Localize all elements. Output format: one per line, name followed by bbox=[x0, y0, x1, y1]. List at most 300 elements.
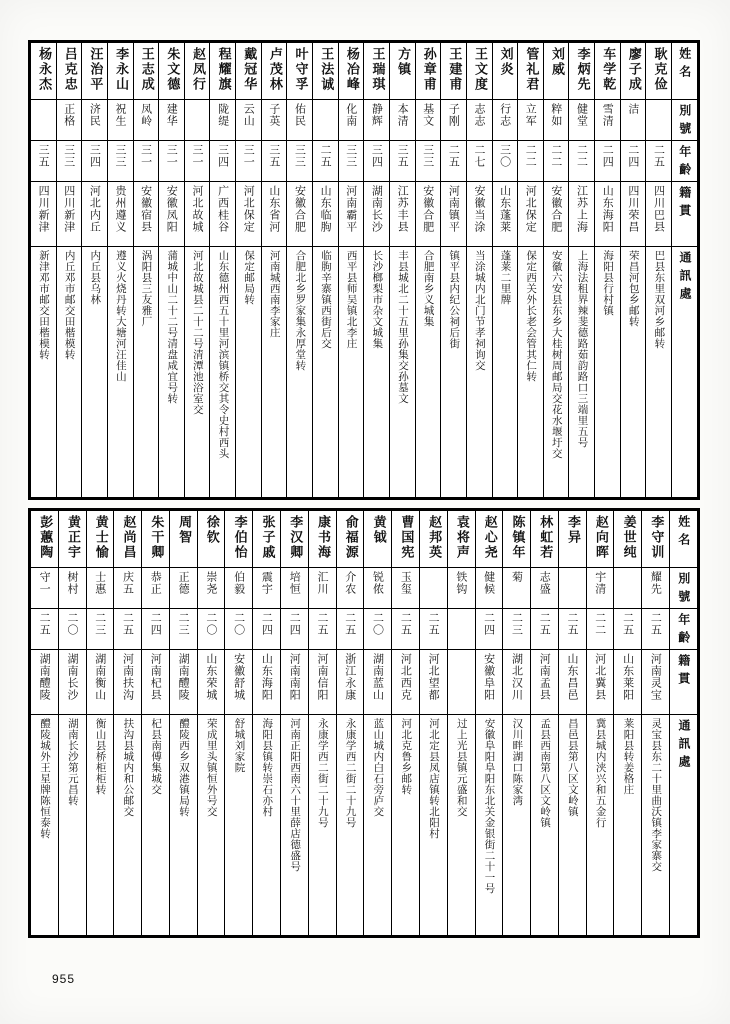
cell-content bbox=[448, 609, 475, 649]
cell-alias bbox=[389, 100, 415, 141]
cell-age bbox=[447, 609, 475, 650]
cell-address bbox=[503, 715, 531, 936]
cell-alias bbox=[142, 568, 170, 609]
cell-content bbox=[31, 43, 56, 99]
cell-content bbox=[31, 609, 58, 649]
cell-content bbox=[87, 568, 114, 608]
vertical-text: 二四 bbox=[601, 144, 615, 168]
cell-address bbox=[31, 247, 57, 498]
cell-name bbox=[313, 43, 339, 100]
cell-name bbox=[169, 511, 197, 568]
cell-content bbox=[87, 511, 114, 567]
vertical-text: 安徽宿县 bbox=[139, 185, 153, 233]
vertical-text: 新津邓市邮交田楷模转 bbox=[37, 250, 50, 360]
cell-content bbox=[339, 141, 364, 181]
vertical-text: 玉玺 bbox=[399, 571, 413, 595]
cell-content bbox=[518, 100, 543, 140]
cell-name bbox=[447, 511, 475, 568]
cell-address bbox=[197, 715, 225, 936]
cell-content bbox=[262, 100, 287, 140]
cell-content bbox=[185, 43, 210, 99]
cell-address bbox=[492, 247, 518, 498]
cell-address bbox=[210, 247, 236, 498]
vertical-text: 河南南阳 bbox=[288, 653, 302, 701]
cell-content bbox=[467, 182, 492, 246]
header-content bbox=[672, 100, 697, 140]
cell-content bbox=[448, 650, 475, 714]
vertical-text: 河北定县凤店镇转北阳村 bbox=[427, 718, 440, 839]
vertical-text: 河南扶沟 bbox=[121, 653, 135, 701]
vertical-text: 孟县西南第八区文岭镇 bbox=[539, 718, 552, 828]
vertical-text: 河南杞县 bbox=[149, 653, 163, 701]
cell-age bbox=[159, 141, 185, 182]
cell-name bbox=[261, 43, 287, 100]
cell-content bbox=[364, 141, 389, 181]
cell-origin bbox=[56, 182, 82, 247]
vertical-text: 临朐辛寨镇西街后交 bbox=[320, 250, 333, 349]
cell-content bbox=[262, 141, 287, 181]
vertical-text: 河南孟县 bbox=[538, 653, 552, 701]
vertical-text: 俞福源 bbox=[342, 515, 358, 560]
cell-content bbox=[364, 182, 389, 246]
vertical-text: 过上光县镇元盛和交 bbox=[455, 718, 468, 817]
cell-content bbox=[503, 609, 530, 649]
vertical-text: 孙章甫 bbox=[420, 47, 436, 92]
cell-content bbox=[59, 609, 86, 649]
vertical-text: 河北内丘 bbox=[88, 185, 102, 233]
vertical-text: 三四 bbox=[370, 144, 384, 168]
cell-content bbox=[621, 247, 646, 497]
vertical-text: 二四 bbox=[288, 612, 302, 636]
cell-content bbox=[170, 715, 197, 935]
cell-alias bbox=[595, 100, 621, 141]
cell-content bbox=[287, 100, 312, 140]
cell-alias bbox=[308, 568, 336, 609]
vertical-text: 山东莱阳 bbox=[621, 653, 635, 701]
cell-content bbox=[59, 715, 86, 935]
vertical-text: 巴县东里双河乡邮转 bbox=[653, 250, 666, 349]
vertical-text: 李异 bbox=[565, 515, 581, 545]
cell-content bbox=[185, 247, 210, 497]
vertical-text: 三五 bbox=[267, 144, 281, 168]
vertical-text: 二三 bbox=[177, 612, 191, 636]
header-content bbox=[670, 511, 697, 567]
header-text: 籍貫 bbox=[676, 654, 691, 690]
cell-content bbox=[587, 511, 614, 567]
vertical-text: 二五 bbox=[621, 612, 635, 636]
vertical-text: 王文度 bbox=[472, 47, 488, 92]
cell-content bbox=[544, 247, 569, 497]
vertical-text: 伯毅 bbox=[232, 571, 246, 595]
cell-name bbox=[114, 511, 142, 568]
cell-name bbox=[133, 43, 159, 100]
cell-address bbox=[82, 247, 108, 498]
cell-content bbox=[441, 182, 466, 246]
vertical-text: 河南霸平 bbox=[344, 185, 358, 233]
vertical-text: 子英 bbox=[267, 103, 281, 127]
vertical-text: 耿克俭 bbox=[651, 47, 667, 92]
cell-content bbox=[108, 182, 133, 246]
cell-content bbox=[31, 568, 58, 608]
cell-content bbox=[544, 141, 569, 181]
cell-content bbox=[142, 609, 169, 649]
vertical-text: 铁钩 bbox=[454, 571, 468, 595]
roster-table-bottom bbox=[28, 508, 700, 938]
vertical-text: 涡阳县三友雅厂 bbox=[140, 250, 153, 327]
cell-content bbox=[448, 568, 475, 608]
cell-content bbox=[614, 609, 641, 649]
cell-name bbox=[415, 43, 441, 100]
cell-age bbox=[642, 609, 670, 650]
cell-content bbox=[621, 141, 646, 181]
vertical-text: 震宇 bbox=[260, 571, 274, 595]
cell-content bbox=[313, 247, 338, 497]
cell-content bbox=[503, 568, 530, 608]
cell-address bbox=[419, 715, 447, 936]
cell-origin bbox=[82, 182, 108, 247]
header-text: 姓名 bbox=[676, 515, 691, 551]
cell-name bbox=[466, 43, 492, 100]
cell-content bbox=[281, 609, 308, 649]
cell-origin bbox=[620, 182, 646, 247]
roster-row-name bbox=[31, 511, 698, 568]
vertical-text: 山东海阳 bbox=[260, 653, 274, 701]
header-text: 年齡 bbox=[677, 145, 692, 181]
cell-content bbox=[390, 100, 415, 140]
cell-content bbox=[210, 141, 235, 181]
vertical-text: 志志 bbox=[472, 103, 486, 127]
cell-content bbox=[544, 100, 569, 140]
vertical-text: 二〇 bbox=[65, 612, 79, 636]
cell-name bbox=[392, 511, 420, 568]
cell-origin bbox=[543, 182, 569, 247]
page-number: 955 bbox=[52, 972, 76, 986]
cell-content bbox=[503, 511, 530, 567]
cell-origin bbox=[595, 182, 621, 247]
cell-origin bbox=[31, 182, 57, 247]
cell-alias bbox=[184, 100, 210, 141]
cell-content bbox=[493, 100, 518, 140]
cell-alias bbox=[558, 568, 586, 609]
cell-age bbox=[142, 609, 170, 650]
cell-content bbox=[621, 100, 646, 140]
vertical-text: 长沙榔梨市杂文城集 bbox=[371, 250, 384, 349]
vertical-text: 刘炎 bbox=[497, 47, 513, 77]
cell-content bbox=[210, 182, 235, 246]
cell-alias bbox=[31, 100, 57, 141]
cell-content bbox=[225, 568, 252, 608]
cell-alias bbox=[313, 100, 339, 141]
header-text: 年齡 bbox=[676, 613, 691, 649]
cell-content bbox=[198, 511, 225, 567]
cell-age bbox=[338, 141, 364, 182]
cell-name bbox=[82, 43, 108, 100]
vertical-text: 湖南醴陵 bbox=[177, 653, 191, 701]
vertical-text: 醴陵城外王星牌陈恒泰转 bbox=[39, 718, 52, 839]
vertical-text: 二五 bbox=[649, 612, 663, 636]
cell-content bbox=[364, 650, 391, 714]
cell-content bbox=[108, 247, 133, 497]
vertical-text: 正德 bbox=[177, 571, 191, 595]
cell-content bbox=[392, 715, 419, 935]
cell-alias bbox=[114, 568, 142, 609]
cell-origin bbox=[389, 182, 415, 247]
vertical-text: 二五 bbox=[566, 612, 579, 636]
vertical-text: 河北克鲁乡邮转 bbox=[400, 718, 413, 795]
cell-origin bbox=[169, 650, 197, 715]
cell-content bbox=[448, 715, 475, 935]
cell-name bbox=[308, 511, 336, 568]
cell-name bbox=[107, 43, 133, 100]
cell-content bbox=[364, 511, 391, 567]
cell-content bbox=[87, 609, 114, 649]
cell-content bbox=[642, 715, 669, 935]
vertical-text: 二三 bbox=[510, 612, 524, 636]
column-header-age bbox=[669, 609, 697, 650]
cell-content bbox=[108, 100, 133, 140]
vertical-text: 正格 bbox=[62, 103, 76, 127]
roster-row-origin bbox=[31, 650, 698, 715]
cell-content bbox=[159, 247, 184, 497]
cell-content bbox=[646, 247, 671, 497]
cell-age bbox=[308, 609, 336, 650]
cell-content bbox=[531, 650, 558, 714]
cell-origin bbox=[419, 650, 447, 715]
vertical-text: 镇平县内纪公祠后街 bbox=[448, 250, 461, 349]
cell-content bbox=[493, 43, 518, 99]
cell-address bbox=[159, 247, 185, 498]
cell-content bbox=[59, 568, 86, 608]
vertical-text: 莱阳县转姜格庄 bbox=[622, 718, 635, 795]
cell-age bbox=[253, 609, 281, 650]
cell-address bbox=[336, 715, 364, 936]
vertical-text: 李永山 bbox=[113, 47, 129, 92]
vertical-text: 荣成里头镇恒外号交 bbox=[205, 718, 218, 817]
cell-alias bbox=[466, 100, 492, 141]
vertical-text: 三〇 bbox=[498, 144, 512, 168]
cell-address bbox=[415, 247, 441, 498]
cell-content bbox=[134, 141, 159, 181]
vertical-text: 二五 bbox=[538, 612, 552, 636]
vertical-text: 二〇 bbox=[204, 612, 218, 636]
cell-alias bbox=[159, 100, 185, 141]
cell-alias bbox=[197, 568, 225, 609]
vertical-text: 二三 bbox=[93, 612, 107, 636]
cell-content bbox=[420, 568, 447, 608]
cell-content bbox=[476, 511, 503, 567]
cell-alias bbox=[133, 100, 159, 141]
vertical-text: 二七 bbox=[472, 144, 486, 168]
cell-content bbox=[198, 650, 225, 714]
vertical-text: 陇缇 bbox=[216, 103, 230, 127]
column-header-address bbox=[669, 715, 697, 936]
cell-content bbox=[142, 511, 169, 567]
cell-content bbox=[170, 650, 197, 714]
vertical-text: 二〇 bbox=[371, 612, 385, 636]
cell-origin bbox=[58, 650, 86, 715]
cell-content bbox=[531, 568, 558, 608]
vertical-text: 山东昌邑 bbox=[566, 653, 579, 701]
vertical-text: 安徽合肥 bbox=[549, 185, 563, 233]
cell-content bbox=[416, 43, 441, 99]
cell-content bbox=[114, 715, 141, 935]
cell-name bbox=[31, 43, 57, 100]
cell-name bbox=[236, 43, 262, 100]
cell-name bbox=[543, 43, 569, 100]
header-content bbox=[670, 650, 697, 714]
header-content bbox=[670, 609, 697, 649]
cell-content bbox=[225, 609, 252, 649]
cell-age bbox=[595, 141, 621, 182]
cell-alias bbox=[58, 568, 86, 609]
vertical-text: 健候 bbox=[482, 571, 496, 595]
cell-content bbox=[31, 100, 56, 140]
roster-table-top bbox=[28, 40, 700, 500]
cell-content bbox=[416, 141, 441, 181]
cell-content bbox=[390, 182, 415, 246]
cell-content bbox=[108, 43, 133, 99]
cell-content bbox=[364, 568, 391, 608]
cell-origin bbox=[133, 182, 159, 247]
cell-alias bbox=[586, 568, 614, 609]
cell-age bbox=[197, 609, 225, 650]
header-text: 別號 bbox=[676, 572, 691, 608]
cell-origin bbox=[236, 182, 262, 247]
column-header-age bbox=[672, 141, 698, 182]
cell-content bbox=[309, 568, 336, 608]
cell-name bbox=[531, 511, 559, 568]
cell-name bbox=[336, 511, 364, 568]
cell-age bbox=[466, 141, 492, 182]
cell-content bbox=[309, 650, 336, 714]
cell-alias bbox=[646, 100, 672, 141]
cell-name bbox=[364, 511, 392, 568]
vertical-text: 二五 bbox=[315, 612, 329, 636]
header-content bbox=[672, 43, 697, 99]
vertical-text: 方镇 bbox=[395, 47, 411, 77]
cell-name bbox=[614, 511, 642, 568]
cell-content bbox=[309, 609, 336, 649]
vertical-text: 叶守孚 bbox=[292, 47, 308, 92]
cell-content bbox=[518, 247, 543, 497]
cell-content bbox=[569, 141, 594, 181]
cell-content bbox=[236, 43, 261, 99]
vertical-text: 袁将声 bbox=[453, 515, 469, 560]
vertical-text: 张子戚 bbox=[259, 515, 275, 560]
cell-content bbox=[420, 609, 447, 649]
cell-content bbox=[642, 511, 669, 567]
cell-content bbox=[339, 43, 364, 99]
cell-origin bbox=[313, 182, 339, 247]
cell-age bbox=[614, 609, 642, 650]
cell-address bbox=[595, 247, 621, 498]
vertical-text: 四川新津 bbox=[37, 185, 51, 233]
vertical-text: 湖南长沙 bbox=[65, 653, 79, 701]
cell-address bbox=[642, 715, 670, 936]
vertical-text: 安徽阜阳 bbox=[482, 653, 496, 701]
cell-alias bbox=[392, 568, 420, 609]
roster-row-name bbox=[31, 43, 698, 100]
vertical-text: 海阳县行村镇 bbox=[602, 250, 615, 316]
vertical-text: 四川新津 bbox=[62, 185, 76, 233]
cell-address bbox=[392, 715, 420, 936]
cell-content bbox=[587, 568, 614, 608]
cell-origin bbox=[364, 650, 392, 715]
cell-content bbox=[262, 182, 287, 246]
cell-age bbox=[620, 141, 646, 182]
vertical-text: 蓝山城内白石旁庐交 bbox=[372, 718, 385, 817]
cell-content bbox=[87, 650, 114, 714]
vertical-text: 济民 bbox=[88, 103, 102, 127]
vertical-text: 江苏上海 bbox=[575, 185, 589, 233]
vertical-text: 二〇 bbox=[232, 612, 246, 636]
cell-name bbox=[31, 511, 59, 568]
vertical-text: 赵邦英 bbox=[426, 515, 442, 560]
cell-age bbox=[261, 141, 287, 182]
vertical-text: 内丘县乌林 bbox=[89, 250, 102, 305]
vertical-text: 河南灵宝 bbox=[649, 653, 663, 701]
vertical-text: 河北故城 bbox=[190, 185, 204, 233]
vertical-text: 李汉卿 bbox=[287, 515, 303, 560]
vertical-text: 河北冀县 bbox=[593, 653, 607, 701]
cell-content bbox=[114, 511, 141, 567]
cell-content bbox=[159, 43, 184, 99]
vertical-text: 士惠 bbox=[93, 571, 107, 595]
vertical-text: 徐钦 bbox=[203, 515, 219, 545]
cell-content bbox=[253, 715, 280, 935]
cell-content bbox=[364, 247, 389, 497]
cell-address bbox=[614, 715, 642, 936]
cell-alias bbox=[447, 568, 475, 609]
cell-content bbox=[287, 141, 312, 181]
vertical-text: 二四 bbox=[482, 612, 496, 636]
cell-name bbox=[210, 43, 236, 100]
cell-content bbox=[31, 141, 56, 181]
vertical-text: 黄士愉 bbox=[92, 515, 108, 560]
cell-name bbox=[364, 43, 390, 100]
cell-age bbox=[558, 609, 586, 650]
cell-content bbox=[287, 182, 312, 246]
cell-name bbox=[620, 43, 646, 100]
vertical-text: 李守训 bbox=[648, 515, 664, 560]
cell-address bbox=[56, 247, 82, 498]
cell-address bbox=[114, 715, 142, 936]
cell-content bbox=[337, 568, 364, 608]
vertical-text: 恭正 bbox=[149, 571, 163, 595]
cell-content bbox=[392, 609, 419, 649]
cell-content bbox=[198, 715, 225, 935]
cell-origin bbox=[336, 650, 364, 715]
vertical-text: 守一 bbox=[38, 571, 52, 595]
vertical-text: 扶沟县城内和公邮交 bbox=[122, 718, 135, 817]
vertical-text: 合肥南乡义城集 bbox=[422, 250, 435, 327]
cell-content bbox=[493, 247, 518, 497]
column-header-alias bbox=[669, 568, 697, 609]
vertical-text: 湖南醴陵 bbox=[38, 653, 52, 701]
vertical-text: 安徽凤阳 bbox=[165, 185, 179, 233]
vertical-text: 昌邑县第八区文岭镇 bbox=[566, 718, 579, 817]
cell-origin bbox=[114, 650, 142, 715]
vertical-text: 行志 bbox=[498, 103, 512, 127]
cell-content bbox=[134, 182, 159, 246]
cell-content bbox=[57, 247, 82, 497]
cell-content bbox=[569, 100, 594, 140]
cell-content bbox=[287, 43, 312, 99]
cell-name bbox=[503, 511, 531, 568]
cell-content bbox=[339, 182, 364, 246]
cell-content bbox=[253, 511, 280, 567]
cell-origin bbox=[503, 650, 531, 715]
